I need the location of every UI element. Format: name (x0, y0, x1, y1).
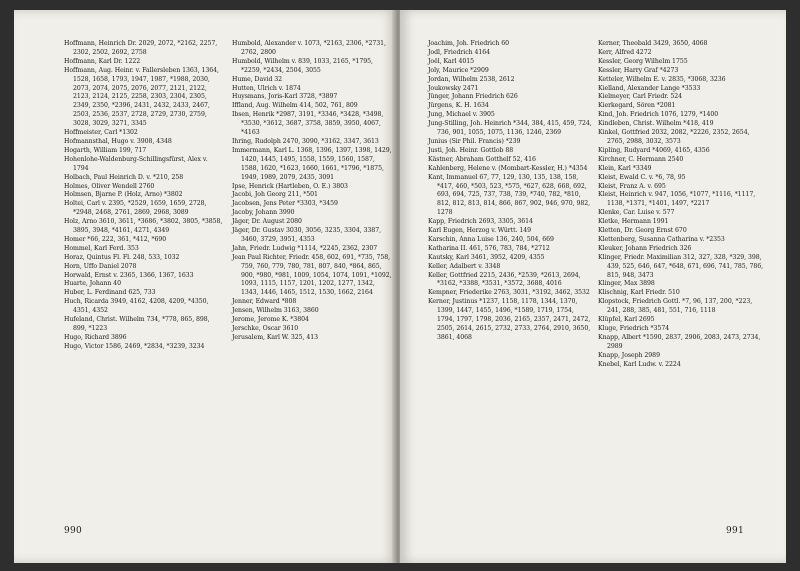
index-entry: Holmsen, Bjarne P. (Holz, Arno) *3802 (64, 191, 183, 199)
index-entry: Kempner, Friederike 2763, 3031, *3192, 3462, 3532 (428, 289, 590, 297)
index-entry: Ihring, Rudolph 2470, 3090, *3162, 3347, 3613 (232, 137, 379, 145)
index-entry: Joël, Karl 4015 (428, 57, 474, 65)
index-entry: Kerner, Theobald 3429, 3650, 4068 (598, 40, 708, 47)
index-entry: Jenner, Edward *808 (232, 298, 297, 306)
index-entry: Hugo, Victor 1586, 2469, *2834, *3239, 3234 (64, 342, 205, 350)
index-entry: Iffland, Aug. Wilhelm 414, 502, 761, 809 (232, 102, 358, 110)
index-entry: Jahn, Friedr. Ludwig *1114, *2245, 2362, 2307 (232, 244, 378, 252)
index-entry: Huber, L. Ferdinand 625, 733 (64, 289, 156, 297)
index-entry: Holz, Arno 3610, 3611, *3686, *3802, 3805, *3858, 3895, 3948, *4161, 4271, 4349 (64, 218, 223, 235)
index-entry: Klinger, Friedr. Maximilian 312, 327, 328, *329, 398, 439, 525, 646, 647, *648, 671, 696, 741, 785, 786, 815, 948, 3473 (598, 253, 764, 279)
index-entry: Klischnig, Karl Friedr. 510 (598, 289, 680, 297)
index-entry: Horwald, Ernst v. 2365, 1366, 1367, 1633 (64, 271, 194, 279)
index-entry: Immermann, Karl L. 1368, 1396, 1397, 1398, 1429, 1420, 1445, 1495, 1558, 1559, 1560, 1587, 1588, 1620, *1623, 1660, 1661, *1796, *1875, 1949, 1989, 2079, 2435, 3091 (232, 146, 392, 181)
index-entry: Kautsky, Karl 3461, 3952, 4209, 4355 (428, 253, 545, 261)
index-entry: Kant, Immanuel 67, 77, 129, 130, 135, 138, 158, *417, 460, *503, 523, *575, *627, 628, 668, 692, 693, 694, 725, 737, 738, 739, *740, 782, *810, 812, 812, 813, 814, 866, 867, 902, 946, 970, 982, 1278 (428, 173, 591, 217)
index-entry: Kielmeyer, Carl Friedr. 524 (598, 93, 682, 101)
index-entry: Jäger, Dr. Gustav 3030, 3056, 3235, 3304, 3387, 3460, 3729, 3951, 4353 (232, 227, 381, 243)
index-entry: Hoffmeister, Carl *1302 (64, 129, 138, 137)
index-entry: Kästner, Abraham Gotthelf 52, 416 (428, 155, 536, 163)
page-number-right: 991 (726, 526, 745, 536)
index-entry: Kerr, Alfred 4272 (598, 48, 652, 56)
index-entry: Jacoby, Johann 3990 (232, 209, 295, 217)
index-entry: Kletke, Hermann 1991 (598, 218, 669, 226)
index-entry: Katharina II. 461, 576, 783, 784, *2712 (428, 244, 550, 252)
index-entry: Hommel, Karl Ferd. 353 (64, 244, 139, 252)
left-page (14, 10, 396, 563)
index-entry: Hume, David 32 (232, 75, 283, 83)
index-entry: Hoffmann, Heinrich Dr. 2029, 2072, *2162, 2257, 2302, 2502, 2692, 2758 (64, 40, 218, 56)
index-entry: Humbold, Wilhelm v. 839, 1033, 2165, *1795, *2259, *2434, 2504, 3055 (232, 57, 373, 74)
index-entry: Humbold, Alexander v. 1073, *2163, 2306, *2731, 2762, 2800 (232, 40, 386, 56)
index-entry: Karschin, Anna Luise 136, 240, 504, 669 (428, 235, 554, 243)
left-column-1 (64, 40, 224, 352)
right-column-1 (428, 40, 592, 343)
index-entry: Joachim, Joh. Friedrich 60 (428, 40, 510, 47)
index-entry: Jung-Stilling, Joh. Heinrich *344, 384, 415, 459, 724, 736, 901, 1055, 1075, 1136, 1246, 2369 (428, 120, 592, 137)
left-column-2 (232, 40, 392, 343)
index-entry: Jerschke, Oscar 3610 (232, 325, 299, 332)
index-entry: Kierkegard, Sören *2081 (598, 102, 676, 110)
index-entry: Kirchner, C. Hermann 2540 (598, 155, 684, 163)
index-entry: Homer *66, 222, 361, *412, *690 (64, 235, 167, 243)
index-entry: Kletten, Dr. Georg Ernst 670 (598, 227, 687, 235)
index-entry: Hoffmann, Karl Dr. 1222 (64, 57, 141, 65)
index-entry: Holbach, Paul Heinrich D. v. *210, 258 (64, 173, 184, 181)
index-entry: Jäger, Dr. August 2080 (232, 218, 302, 226)
index-entry: Knapp, Joseph 2989 (598, 351, 660, 359)
index-entry: Holtei, Carl v. 2395, *2529, 1659, 1659, 2728, *2948, 2468, 2761, 2869, 2968, 3089 (64, 200, 207, 217)
index-entry: Holmes, Oliver Wendell 2760 (64, 182, 155, 190)
index-entry: Kessler, Harry Graf *4273 (598, 66, 679, 74)
index-entry: Hufeland, Christ. Wilhelm 734, *778, 865, 898, 899, *1223 (64, 316, 210, 332)
index-entry: Jordan, Wilhelm 2538, 2612 (428, 75, 515, 83)
index-entry: Knapp, Albert *1590, 2837, 2906, 2083, 2473, 2734, 2989 (598, 333, 761, 350)
index-entry: Jodl, Friedrich 4164 (428, 48, 491, 56)
right-page (400, 10, 786, 563)
index-entry: Jerome, Jerome K. *3804 (232, 316, 309, 324)
index-entry: Hutten, Ulrich v. 1874 (232, 84, 301, 92)
index-entry: Jünger, Johann Friedrich 626 (428, 93, 518, 101)
index-entry: Kindleben, Christ. Wilhelm *418, 419 (598, 120, 714, 128)
index-entry: Klein, Karl *3349 (598, 164, 652, 172)
index-entry: Kleist, Ewald C. v. *6, 78, 95 (598, 173, 686, 181)
page-number-left: 990 (64, 526, 83, 536)
index-entry: Kluge, Friedrich *3574 (598, 325, 670, 332)
index-entry: Jung, Michael v. 3905 (428, 111, 495, 119)
index-entry: Hugo, Richard 3896 (64, 333, 127, 341)
index-entry: Keller, Gottfried 2215, 2436, *2539, *2613, 2694, *3162, *3388, *3531, *3572, 3688, 4016 (428, 271, 581, 288)
index-entry: Jürgens, K. H. 1634 (428, 102, 489, 110)
index-entry: Justi, Joh. Heinr. Gottlob 88 (428, 146, 514, 154)
index-entry: Ibsen, Henrik *2987, 3191, *3346, *3428, *3498, *3530, *3612, 3687, 3758, 3859, 3950, 4067, *4163 (232, 111, 384, 137)
index-entry: Kipling, Rudyard *4069, 4165, 4356 (598, 146, 710, 154)
index-entry: Ketteler, Wilhelm E. v. 2835, *3068, 3236 (598, 75, 726, 83)
index-entry: Jean Paul Richter, Friedr. 458, 602, 691, *735, 758, 759, 760, 779, 780, 781, 807, 840, *864, 865, 900, *980, *981, 1009, 1054, 1074, 1091, *1092, 1093, 1115, 1157, 1201, 1202, 1277, 1342, 1343, 1446, 1465, 1512, 1530, 1662, 2164 (232, 253, 392, 297)
index-entry: Jacobi, Joh Georg 211, *501 (232, 191, 318, 199)
index-entry: Huysmans, Joris-Karl 3728, *3897 (232, 93, 338, 101)
index-entry: Kessler, Georg Wilhelm 1755 (598, 57, 688, 65)
index-entry: Klopstock, Friedrich Gottl. *7, 96, 137, 200, *223, 241, 288, 385, 481, 551, 716, 1118 (598, 298, 753, 315)
index-entry: Klinger, Max 3898 (598, 280, 655, 288)
index-entry: Huch, Ricarda 3949, 4162, 4208, 4209, *4350, 4351, 4352 (64, 298, 209, 315)
index-entry: Kielland, Alexander Lange *3533 (598, 84, 701, 92)
index-entry: Karl Eugen, Herzog v. Württ. 149 (428, 227, 532, 235)
index-entry: Klenke, Car. Luise v. 577 (598, 209, 675, 217)
index-entry: Ipse, Henrick (Hartleben, O. E.) 3803 (232, 182, 348, 190)
index-entry: Huarte, Johann 40 (64, 280, 121, 288)
index-entry: Hofmannsthal, Hugo v. 3908, 4348 (64, 137, 172, 145)
index-entry: Kleist, Heinrich v. 947, 1056, *1077, *1116, *1117, 1138, *1371, *1401, 1497, *2217 (598, 191, 756, 208)
index-entry: Kleist, Franz A. v. 695 (598, 182, 666, 190)
index-entry: Horaz, Quintus Fl. Fl. 248, 533, 1032 (64, 253, 180, 261)
index-entry: Joly, Maurice *2909 (428, 66, 489, 74)
index-entry: Horn, Uffo Daniel 2078 (64, 262, 137, 270)
index-entry: Kahlenberg, Helene v. (Mombart-Kessler, H.) *4354 (428, 164, 588, 172)
index-entry: Klettenberg, Susanna Catharina v. *2353 (598, 235, 725, 243)
index-entry: Klüpfel, Karl 2695 (598, 316, 655, 324)
index-entry: Hohenlohe-Waldenburg-Schillingsfürst, Alex v. 1794 (64, 155, 208, 172)
index-entry: Hogarth, William 199, 717 (64, 146, 147, 154)
index-entry: Hoffmann, Aug. Heinr. v. Fallersleben 1363, 1364, 1528, 1658, 1793, 1947, 1987, *1988, 2030, 2073, 2074, 2075, 2076, 2077, 2121, 2122, 2123, 2124, 2125, 2258, 2303, 2304, 2305, 2349, 2350, *2396, 2431, 2432, 2433, 2467, 2503, 2536, 2537, 2728, 2729, 2730, 2759, 3028, 3029, 3271, 3345 (64, 66, 219, 128)
index-entry: Jacobsen, Jens Peter *3303, *3459 (232, 200, 338, 208)
index-entry: Joukowsky 2471 (428, 84, 479, 92)
index-entry: Kleuker, Johann Friedrich 326 (598, 244, 692, 252)
index-entry: Kinkel, Gottfried 2032, 2082, *2226, 2352, 2654, 2765, 2988, 3032, 3573 (598, 129, 750, 145)
index-entry: Jerusalem, Karl W. 325, 413 (232, 333, 319, 341)
index-entry: Jensen, Wilhelm 3163, 3860 (232, 307, 319, 315)
index-entry: Kapp, Friedrich 2693, 3305, 3614 (428, 218, 533, 226)
right-column-2 (598, 40, 766, 370)
index-entry: Kind, Joh. Friedrich 1076, 1279, *1400 (598, 111, 719, 119)
index-entry: Keller, Adalbert v. 3348 (428, 262, 501, 270)
index-entry: Junius (Sir Phil. Francis) *239 (428, 137, 521, 145)
index-entry: Knebel, Karl Ludw. v. 2224 (598, 360, 681, 368)
index-entry: Kerner, Justinus *1237, 1158, 1178, 1344, 1370, 1399, 1447, 1455, 1496, *1589, 1719, 1754, 1794, 1797, 1798, 2036, 2165, 2357, 2471, 2472, 2505, 2614, 2615, 2732, 2733, 2764, 2910, 3650, 3861, 4068 (428, 298, 591, 341)
